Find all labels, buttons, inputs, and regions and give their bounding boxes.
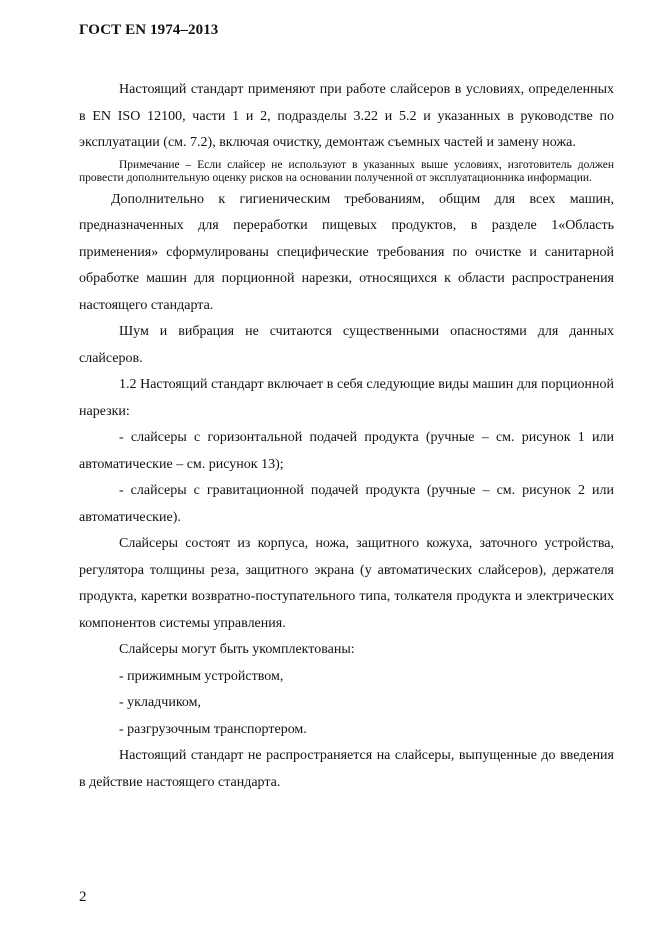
- list-item-clamping-device: - прижимным устройством,: [119, 668, 284, 684]
- paragraph-slicer-components: Слайсеры состоят из корпуса, ножа, защитного кожуха, заточного устройства, регулятора толщины реза, защитного экрана (у автоматических слайсеров), держателя продукта, каретки возвратно-поступательного типа, толкателя продукта и электрических компонентов системы управления.: [79, 536, 614, 631]
- document-body: [79, 77, 614, 796]
- list-item-unloading-conveyor: - разгрузочным транспортером.: [119, 721, 307, 737]
- list-item-stacker: - укладчиком,: [119, 695, 202, 710]
- document-code-header: ГОСТ EN 1974–2013: [79, 22, 219, 38]
- note-paragraph: Примечание – Если слайсер не используют в указанных выше условиях, изготовитель должен провести дополнительную оценку рисков на основании полученной от эксплуатационника информации.: [79, 158, 614, 184]
- list-item-horizontal-feed: - слайсеры с горизонтальной подачей продукта (ручные – см. рисунок 1 или автоматические – см. рисунок 13);: [79, 430, 614, 472]
- paragraph-scope-conditions: Настоящий стандарт применяют при работе слайсеров в условиях, определенных в EN ISO 12100, части 1 и 2, подразделы 3.22 и 5.2 и указанных в руководстве по эксплуатации (см. 7.2), включая очистку, демонтаж съемных частей и замену ножа.: [79, 82, 614, 150]
- paragraph-exclusion: Настоящий стандарт не распространяется на слайсеры, выпущенные до введения в действие настоящего стандарта.: [79, 748, 614, 790]
- list-item-gravity-feed: - слайсеры с гравитационной подачей продукта (ручные – см. рисунок 2 или автоматические).: [79, 483, 614, 525]
- paragraph-equipment-options: Слайсеры могут быть укомплектованы:: [119, 642, 355, 657]
- paragraph-hygiene-requirements: Дополнительно к гигиеническим требованиям, общим для всех машин, предназначенных для переработки пищевых продуктов, в разделе 1«Область применения» сформулированы специфические требования по очистке и санитарной обработке машин для порционной нарезки, относящихся к области распространения настоящего стандарта.: [79, 191, 614, 313]
- paragraph-noise-vibration: Шум и вибрация не считаются существенными опасностями для данных слайсеров.: [79, 324, 614, 366]
- paragraph-section-1-2: 1.2 Настоящий стандарт включает в себя следующие виды машин для порционной нарезки:: [79, 377, 614, 419]
- page-number: 2: [79, 889, 87, 905]
